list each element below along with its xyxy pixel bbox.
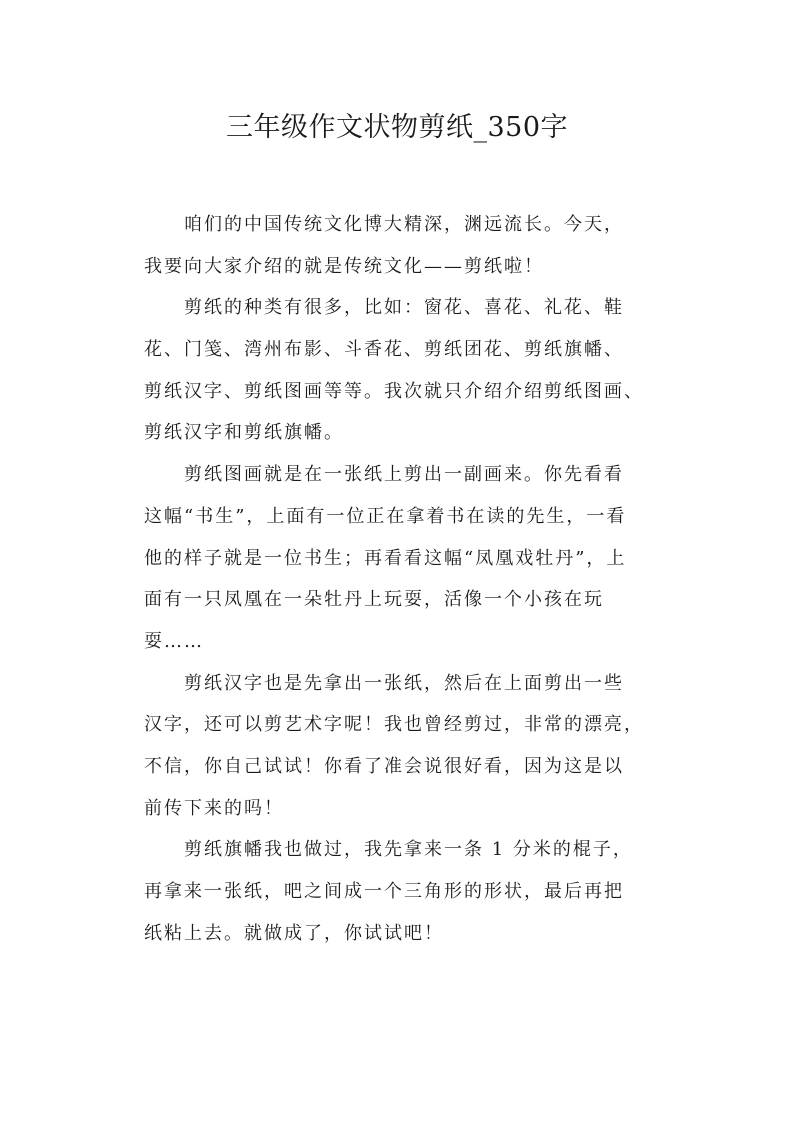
text-line: 剪纸的种类有很多，比如：窗花、喜花、礼花、鞋	[184, 297, 624, 319]
text-line: 剪纸汉字也是先拿出一张纸，然后在上面剪出一些	[184, 672, 624, 694]
text-line: 再拿来一张纸，吧之间成一个三角形的形状，最后再把	[144, 881, 624, 902]
text-line: 我要向大家介绍的就是传统文化——剪纸啦！	[144, 255, 544, 277]
text-line: 剪纸汉字、剪纸图画等等。我次就只介绍介绍剪纸图画、	[144, 380, 644, 402]
text-line: 不信，你自己试试！你看了准会说很好看，因为这是以	[144, 755, 624, 777]
text-line: 剪纸汉字和剪纸旗幡。	[144, 422, 344, 444]
text-line: 前传下来的吗！	[144, 797, 284, 819]
page-title: 三年级作文状物剪纸_350字	[225, 112, 569, 143]
text-line: 这幅“书生”，上面有一位正在拿着书在读的先生，一看	[144, 505, 627, 527]
text-line: 面有一只凤凰在一朵牡丹上玩耍，活像一个小孩在玩	[144, 589, 604, 611]
document-body	[144, 204, 664, 954]
text-line: 他的样子就是一位书生；再看看这幅“凤凰戏牡丹”，上	[144, 547, 627, 569]
text-line: 耍……	[144, 630, 204, 652]
text-line: 剪纸旗幡我也做过，我先拿来一条 1 分米的棍子，	[184, 839, 633, 861]
text-line: 汉字，还可以剪艺术字呢！我也曾经剪过，非常的漂亮，	[144, 714, 644, 736]
text-line: 咱们的中国传统文化博大精深，渊远流长。今天，	[184, 214, 624, 235]
text-line: 纸粘上去。就做成了，你试试吧！	[144, 922, 444, 944]
text-line: 剪纸图画就是在一张纸上剪出一副画来。你先看看	[184, 464, 624, 486]
text-line: 花、门笺、湾州布影、斗香花、剪纸团花、剪纸旗幡、	[144, 339, 624, 361]
